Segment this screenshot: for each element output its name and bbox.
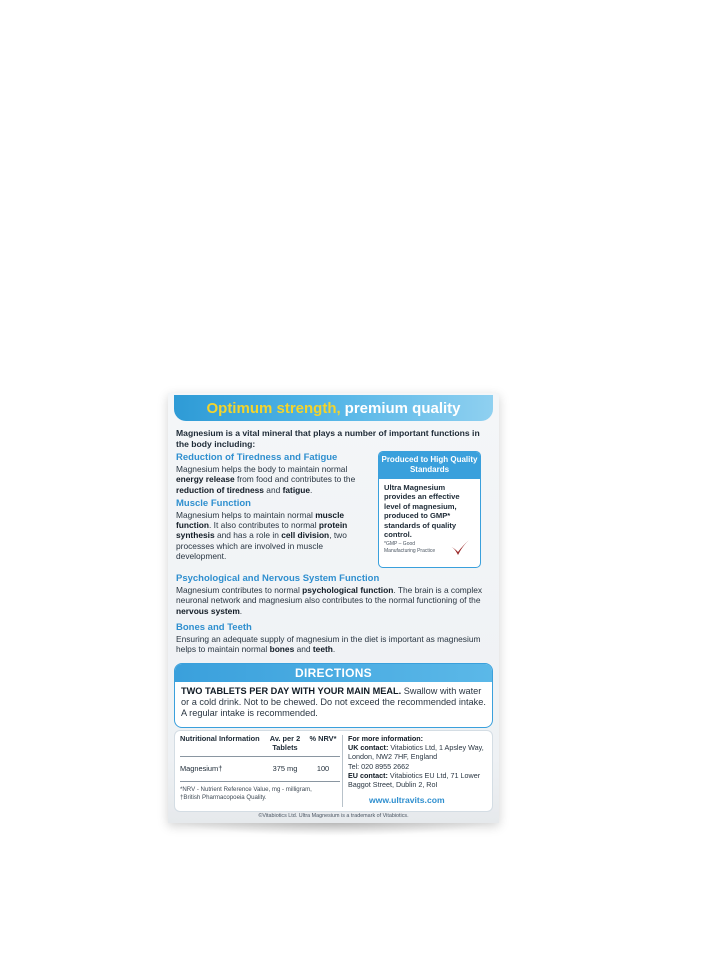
nutrition-footnote-line2: †British Pharmacopoeia Quality. [180, 793, 267, 801]
uk-phone: Tel: 020 8955 2662 [348, 761, 410, 771]
para-muscle: Magnesium helps to maintain normal muscle function. It also contributes to normal protein synthesis and has a role in cell division, two processes which are involved in muscle development. [176, 509, 348, 562]
box-shadow [175, 822, 493, 836]
nutrition-col-name: Nutritional Information [180, 734, 260, 743]
contact-info [348, 734, 488, 789]
product-box-back [168, 393, 499, 823]
directions-panel [174, 663, 493, 728]
nutrition-col-amount: Av. per 2 Tablets [269, 734, 301, 752]
nutrient-name: Magnesium† [180, 763, 223, 773]
directions-text: TWO TABLETS PER DAY WITH YOUR MAIN MEAL. Swallow with water or a cold drink. Not to be chewed. Do not exceed the recommended intake. A regular intake is recommended. [181, 686, 486, 719]
checkmark-icon [449, 535, 475, 559]
quality-body: Ultra Magnesium provides an effective level of magnesium, produced to GMP* standards of quality control. [384, 483, 460, 540]
panel-divider [342, 735, 343, 807]
nutrition-footnote-line1: *NRV - Nutrient Reference Value, mg - milligram, [180, 785, 312, 793]
eu-contact: EU contact: Vitabiotics EU Ltd, 71 Lower Baggot Street, Dublin 2, RoI [348, 770, 481, 790]
heading-tiredness: Reduction of Tiredness and Fatigue [176, 452, 338, 463]
nutrition-footnote [180, 782, 340, 802]
para-bones: Ensuring an adequate supply of magnesium in the diet is important as magnesium helps to maintain normal bones and teeth. [176, 634, 481, 655]
nutrient-nrv: 100 [316, 763, 330, 773]
directions-heading: DIRECTIONS [175, 664, 492, 682]
website-link[interactable]: www.ultravits.com [369, 795, 445, 805]
para-psych: Magnesium contributes to normal psychological function. The brain is a complex neuronal network and magnesium also contributes to the normal functioning of the nervous system. [176, 585, 483, 616]
quality-standards-panel [378, 451, 481, 568]
psych-section [176, 573, 494, 619]
heading-muscle: Muscle Function [176, 497, 251, 509]
heading-psych: Psychological and Nervous System Function [176, 573, 380, 584]
heading-bones: Bones and Teeth [176, 622, 252, 633]
contact-heading: For more information: [348, 734, 424, 743]
gmp-footnote: *GMP – Good Manufacturing Practice [384, 541, 436, 554]
nutrition-table [180, 735, 340, 802]
benefits-column [176, 452, 371, 564]
headline-banner [174, 395, 493, 421]
para-tiredness: Magnesium helps the body to maintain normal energy release from food and contributes to the reduction of tiredness and fatigue. [176, 464, 356, 495]
quality-heading: Produced to High Quality Standards [379, 452, 480, 479]
nutrition-col-nrv: % NRV* [309, 734, 337, 743]
uk-contact: UK contact: Vitabiotics Ltd, 1 Apsley Way, London, NW2 7HF, England [348, 743, 484, 762]
bones-section [176, 622, 494, 658]
nutrient-amount: 375 mg [272, 763, 298, 773]
nutrition-header-row [180, 735, 340, 757]
headline-rest: premium quality [344, 399, 461, 417]
intro-text: Magnesium is a vital mineral that plays a number of important functions in the body including: [176, 428, 480, 449]
info-panel [174, 730, 493, 812]
copyright-text: ©Vitabiotics Ltd. Ultra Magnesium is a trademark of Vitabiotics. [258, 813, 409, 819]
headline-highlight: Optimum strength, [206, 399, 341, 417]
table-row [180, 757, 340, 782]
